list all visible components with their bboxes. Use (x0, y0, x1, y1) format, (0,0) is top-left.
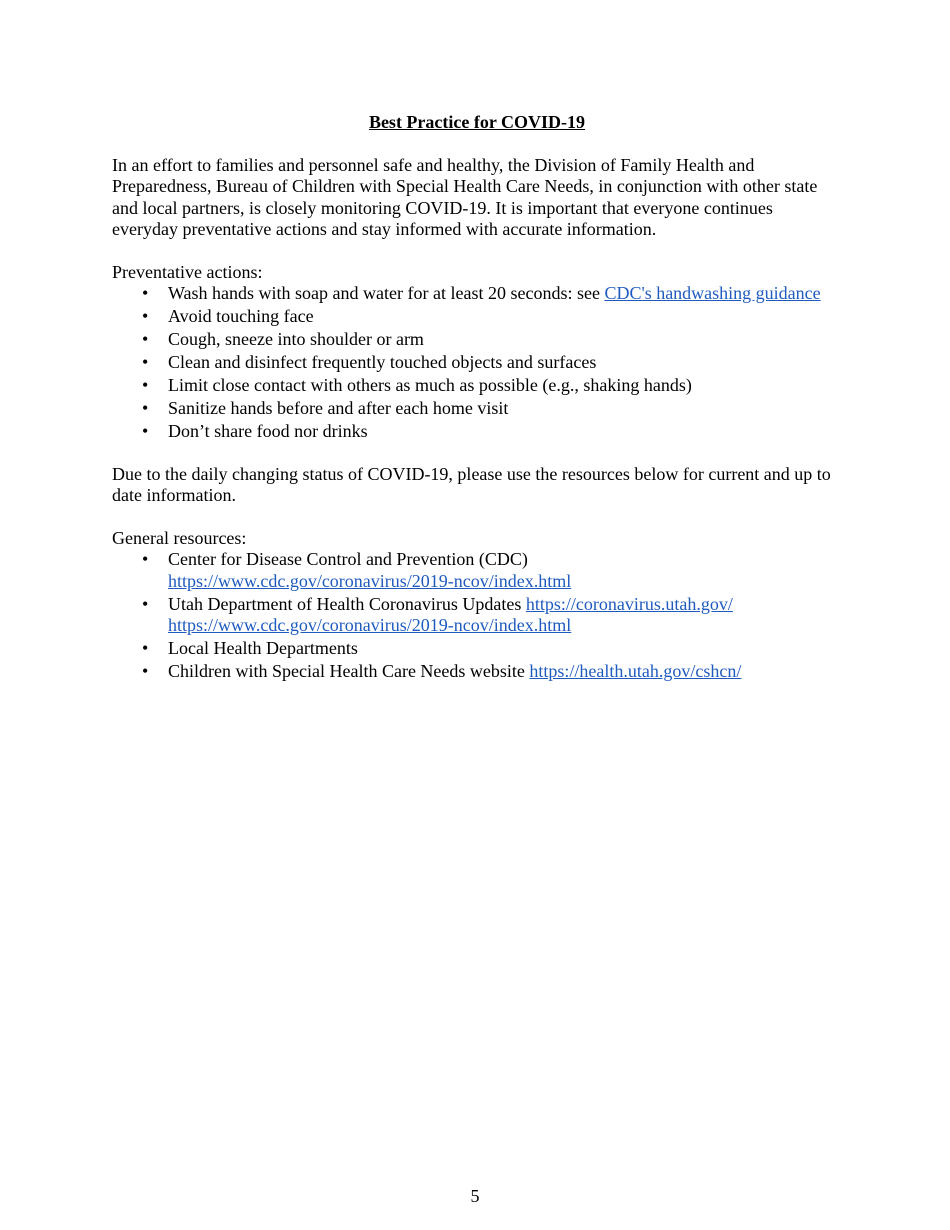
page-number: 5 (470, 1186, 480, 1206)
preventative-actions-label: Preventative actions: (112, 261, 263, 282)
bullet-icon: • (142, 306, 149, 326)
status-note-paragraph: Due to the daily changing status of COVID-19, please use the resources below for current and up to date information. (112, 463, 831, 505)
cdc-resource-link[interactable]: https://www.cdc.gov/coronavirus/2019-ncov/index.html (168, 570, 572, 591)
list-item (112, 638, 842, 660)
list-item-text: Clean and disinfect frequently touched objects and surfaces (168, 352, 597, 372)
cshcn-resource-link[interactable]: https://health.utah.gov/cshcn/ (529, 661, 742, 681)
udoh-resource-link[interactable]: https://coronavirus.utah.gov/ (525, 593, 733, 614)
udoh-cdc-resource-link[interactable]: https://www.cdc.gov/coronavirus/2019-ncov/index.html (168, 615, 572, 635)
list-item (112, 549, 842, 592)
list-item-text: Don’t share food nor drinks (168, 421, 368, 441)
bullet-icon: • (142, 375, 149, 395)
list-item (112, 306, 842, 328)
cdc-handwashing-link[interactable]: CDC's handwashing guidance (604, 283, 821, 303)
list-item (112, 421, 842, 443)
bullet-icon: • (142, 549, 149, 569)
bullet-icon: • (142, 638, 149, 658)
list-item (112, 352, 842, 374)
intro-paragraph: In an effort to families and personnel safe and healthy, the Division of Family Health and Preparedness, Bureau of Children with Special Health Care Needs, in conjunction with other state and local partners, is closely monitoring COVID-19. It is important that everyone continues everyday preventative actions and stay informed with accurate information. (112, 154, 818, 239)
page-title: Best Practice for COVID-19 (368, 112, 586, 132)
document-page (112, 112, 842, 704)
local-health-text: Local Health Departments (168, 638, 358, 658)
handwashing-text: Wash hands with soap and water for at least 20 seconds: see (168, 283, 605, 303)
list-item-text: Cough, sneeze into shoulder or arm (168, 329, 424, 349)
cdc-resource-text: Center for Disease Control and Prevention (CDC) (168, 549, 528, 569)
cshcn-resource-text: Children with Special Health Care Needs website (168, 661, 530, 681)
list-item (112, 661, 842, 683)
general-resources-label: General resources: (112, 527, 247, 548)
preventative-actions-list (112, 283, 842, 443)
list-item (112, 329, 842, 351)
list-item (112, 283, 842, 305)
bullet-icon: • (142, 283, 149, 303)
list-item-text: Avoid touching face (168, 306, 314, 326)
list-item (112, 594, 842, 637)
bullet-icon: • (142, 329, 149, 349)
general-resources-list (112, 549, 842, 683)
bullet-icon: • (142, 398, 149, 418)
bullet-icon: • (142, 593, 149, 614)
udoh-resource-text: Utah Department of Health Coronavirus Updates (168, 593, 526, 614)
list-item (112, 398, 842, 420)
bullet-icon: • (142, 661, 149, 681)
bullet-icon: • (142, 352, 149, 372)
list-item-text: Limit close contact with others as much as possible (e.g., shaking hands) (168, 375, 692, 395)
list-item-text: Sanitize hands before and after each home visit (168, 398, 509, 418)
list-item (112, 375, 842, 397)
bullet-icon: • (142, 421, 149, 441)
